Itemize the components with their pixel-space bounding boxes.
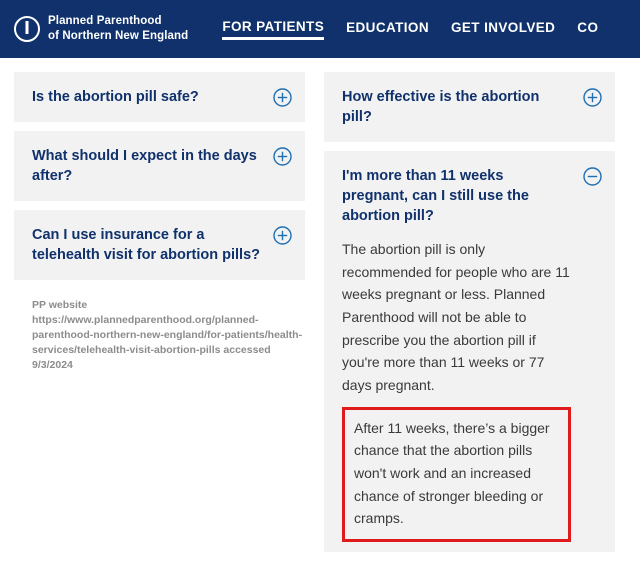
faq-column-left [14,72,305,561]
source-citation [14,298,305,373]
planned-parenthood-logo-icon [14,16,40,42]
faq-question: Can I use insurance for a telehealth visit for abortion pills? [32,227,260,263]
brand-line-1: Planned Parenthood [48,15,162,28]
citation-source: PP website [32,299,88,311]
faq-answer [342,238,571,542]
plus-circle-icon[interactable] [273,88,292,107]
nav-item-get-involved[interactable]: GET INVOLVED [450,20,556,35]
nav-item-for-patients[interactable]: FOR PATIENTS [222,19,324,40]
citation-url: https://www.plannedparenthood.org/planned-parenthood-northern-new-england/for-patients/health-services/telehealth-visit-abortion-pills accessed 9/3/2024 [32,313,303,371]
faq-question: What should I expect in the days after? [32,148,257,184]
brand-line-2: of Northern New England [48,30,189,42]
faq-question: I'm more than 11 weeks pregnant, can I still use the abortion pill? [342,168,529,224]
brand-logo[interactable] [0,14,188,43]
faq-item-expanded[interactable] [324,151,615,552]
faq-content [0,58,640,561]
faq-item[interactable] [14,72,305,122]
plus-circle-icon[interactable] [583,88,602,107]
brand-name [48,14,188,43]
plus-circle-icon[interactable] [273,147,292,166]
faq-question: How effective is the abortion pill? [342,89,540,125]
faq-item[interactable] [14,131,305,201]
site-header [0,0,640,58]
minus-circle-icon[interactable] [583,167,602,186]
faq-item[interactable] [324,72,615,142]
plus-circle-icon[interactable] [273,226,292,245]
nav-item-education[interactable]: EDUCATION [346,20,429,35]
highlighted-answer-box [342,407,571,542]
faq-column-right [324,72,615,561]
nav-item-co[interactable]: CO [577,20,599,35]
faq-answer-paragraph: The abortion pill is only recommended for people who are 11 weeks pregnant or less. Planned Parenthood will not be able to prescribe you the abortion pill if you're more than 11 weeks or 77 days pregnant. [342,241,570,394]
faq-item[interactable] [14,210,305,280]
main-navigation [222,19,598,40]
highlighted-answer-text: After 11 weeks, there’s a bigger chance that the abortion pills won't work and an increased chance of stronger bleeding or cramps. [354,419,550,527]
faq-question: Is the abortion pill safe? [32,89,199,105]
